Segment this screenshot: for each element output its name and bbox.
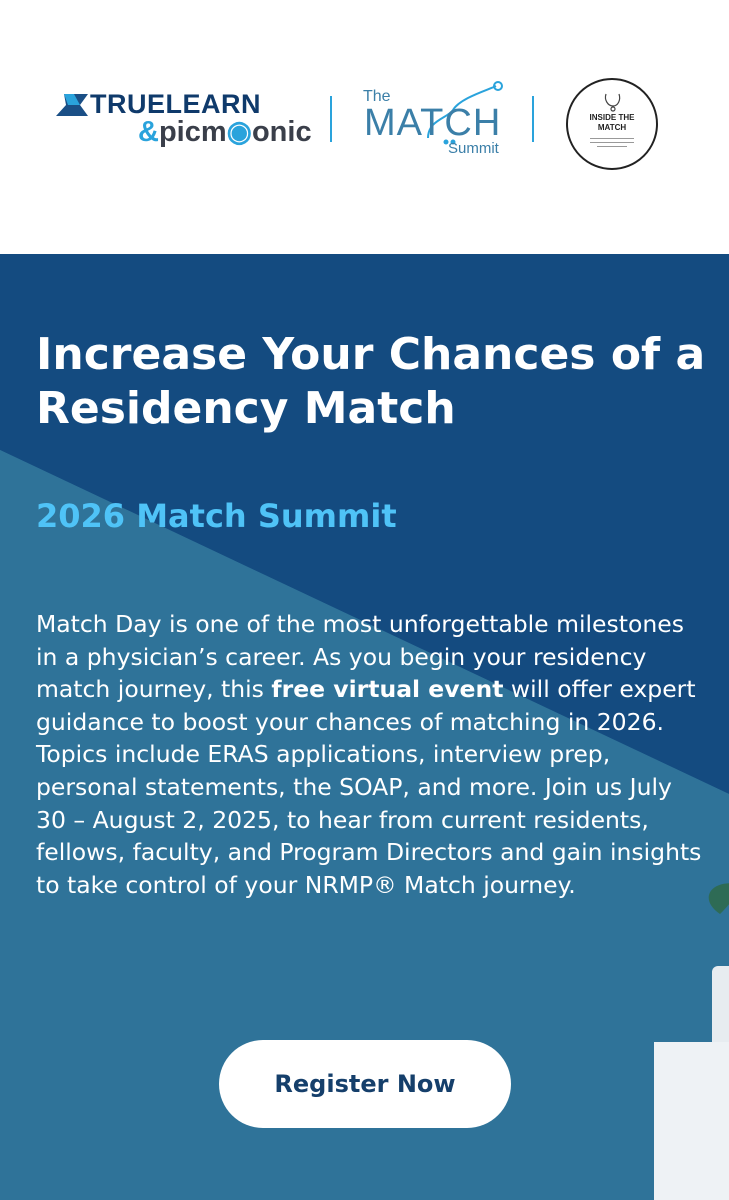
ampersand: &	[138, 116, 159, 148]
match-logo-word: MATCH	[364, 102, 502, 144]
match-logo-the: The	[363, 88, 391, 105]
hero-subtitle: 2026 Match Summit	[36, 497, 397, 535]
picmonic-part-2: m	[200, 116, 227, 148]
match-logo-summit: Summit	[448, 140, 499, 157]
match-summit-logo[interactable]	[358, 88, 508, 160]
stethoscope-icon	[602, 92, 624, 112]
inside-the-match-line1: INSIDE THE	[589, 113, 635, 122]
picmonic-eye-icon: ◉	[226, 116, 252, 148]
truelearn-picmonic-logo[interactable]	[56, 88, 312, 150]
hero-title: Increase Your Chances of a Residency Match	[36, 329, 706, 434]
inside-the-match-line2: MATCH	[597, 123, 627, 132]
logo-divider	[330, 96, 332, 142]
decorative-object	[654, 1042, 729, 1200]
inside-the-match-fine-print	[590, 138, 634, 150]
picmonic-part-1: pic	[158, 116, 201, 148]
hero-section	[0, 254, 729, 1200]
hero-description	[36, 608, 706, 901]
hero-description-bold: free virtual event	[271, 675, 504, 704]
register-now-button[interactable]: Register Now	[219, 1040, 511, 1128]
header	[0, 0, 729, 254]
truelearn-wordmark: TRUELEARN	[90, 89, 261, 119]
inside-the-match-logo[interactable]	[566, 78, 658, 170]
hero-description-part-2: will offer expert guidance to boost your chances of matching in 2026. Topics include ERAS applications, interview prep, personal statements, the SOAP, and more. Join us July 30 – August 2, 2025, to hear from current residents, fellows, faculty, and Program Directors and gain insights to take control of your NRMP® Match journey.	[36, 675, 702, 899]
picmonic-wordmark	[138, 115, 312, 149]
truelearn-chevron-icon	[56, 94, 88, 116]
hero-description-part-1: Match Day is one of the most unforgettable milestones in a physician’s career. As you begin your residency match journey, this	[36, 610, 684, 704]
inside-the-match-title	[568, 113, 656, 133]
logo-divider	[532, 96, 534, 142]
picmonic-part-3: onic	[251, 116, 312, 148]
